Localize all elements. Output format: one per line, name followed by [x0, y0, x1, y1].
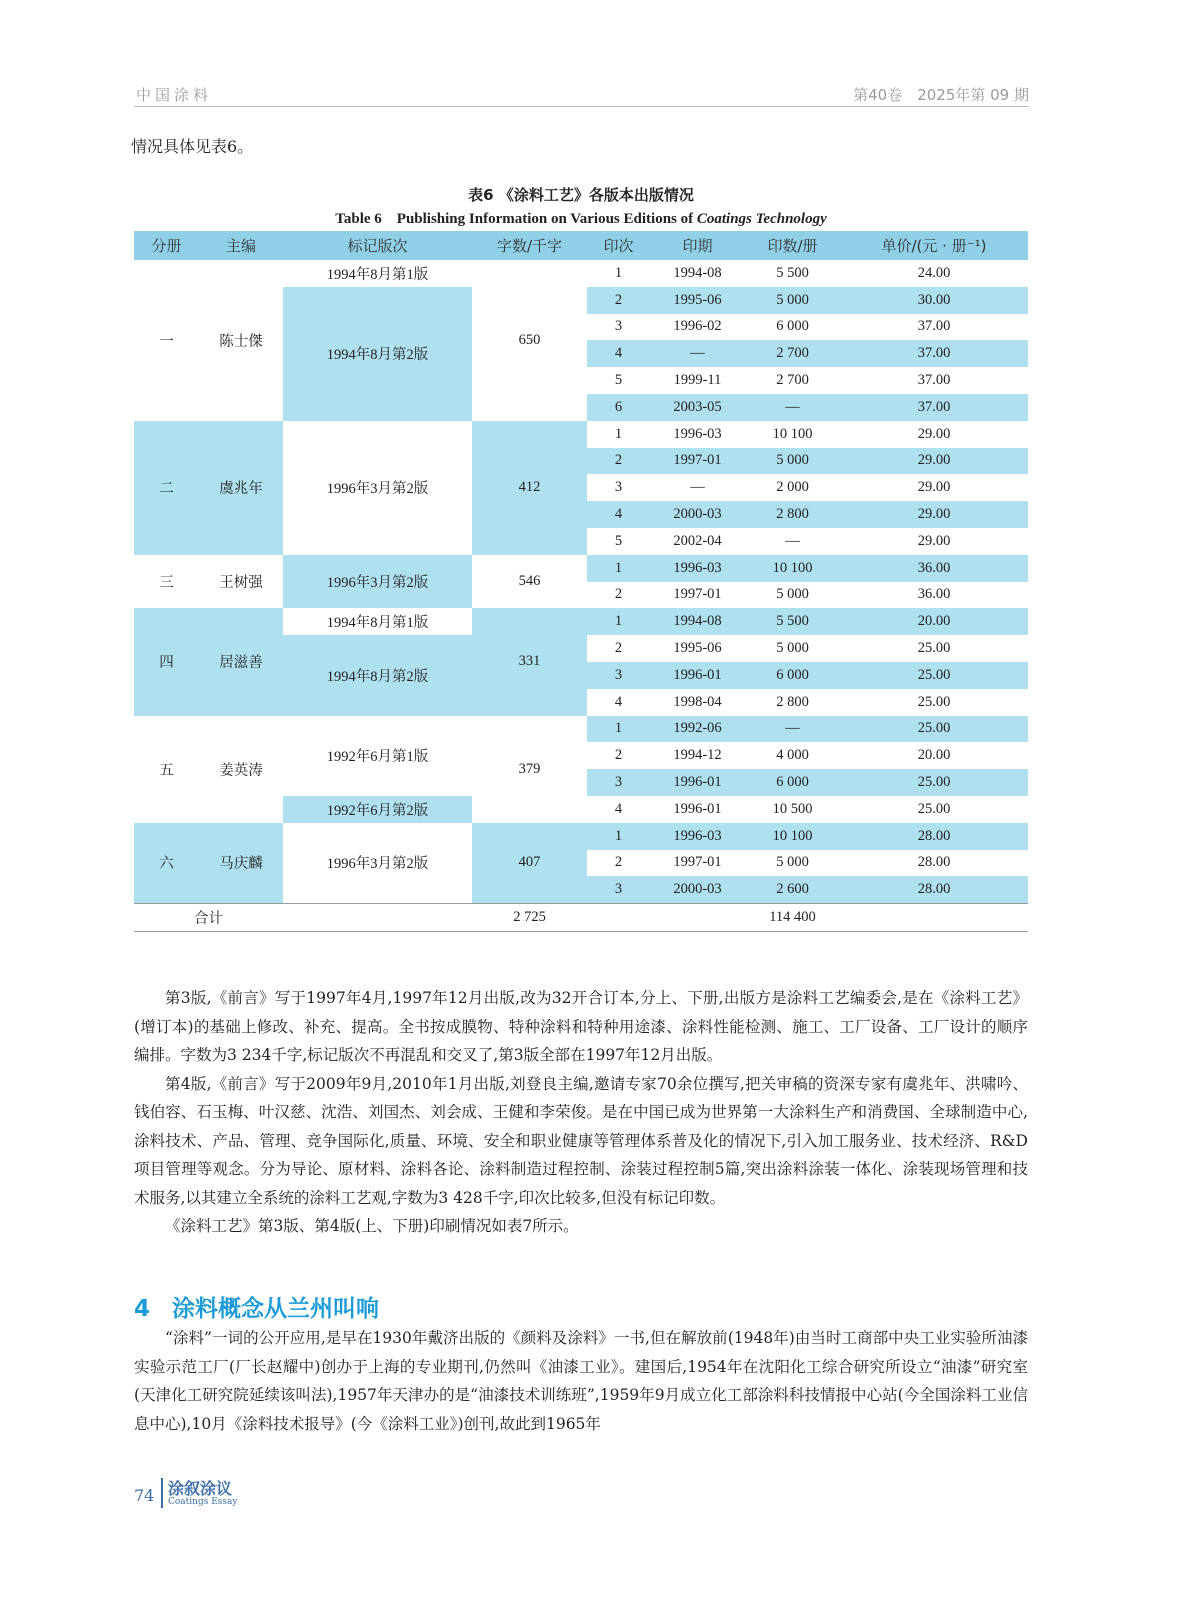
copies-cell: 6 000: [745, 769, 840, 796]
copies-cell: 2 700: [745, 340, 840, 367]
issue-info: 第40卷 2025年第 09 期: [853, 86, 1029, 104]
price-cell: 25.00: [917, 640, 951, 657]
print-date-cell: 1997-01: [673, 854, 722, 871]
print-date-cell: 1994-08: [650, 608, 745, 635]
print-no-cell: 2: [614, 854, 623, 871]
print-no-cell: 3: [587, 876, 650, 903]
body-text-1: [134, 984, 1028, 1241]
price-cell: 20.00: [840, 608, 1028, 635]
volume-cell: 二: [134, 421, 199, 555]
copies-cell: 5 000: [745, 448, 840, 475]
copies-cell: 2 800: [745, 501, 840, 528]
section-heading: [134, 1290, 401, 1323]
copies-cell: 5 500: [776, 264, 809, 281]
print-no-cell: 1: [614, 425, 623, 442]
editor-cell: 马庆麟: [199, 823, 283, 904]
word-count-cell: 650: [518, 331, 541, 348]
print-no-cell: 3: [614, 479, 623, 496]
editor-cell: 陈士傑: [219, 333, 263, 350]
copies-cell: 2 800: [776, 693, 809, 710]
editor-cell: 居滋善: [199, 608, 283, 715]
table-row: [134, 421, 1028, 448]
copies-cell: 5 500: [745, 608, 840, 635]
print-no-cell: 5: [614, 532, 623, 549]
print-no-cell: 2: [587, 287, 650, 314]
word-count-cell: 379: [518, 760, 541, 777]
edition-cell: 1996年3月第2版: [326, 856, 429, 873]
caption-en-prefix: Table 6 Publishing Information on Various Editions of: [335, 211, 697, 227]
print-no-cell: 1: [587, 608, 650, 635]
price-cell: 25.00: [917, 693, 951, 710]
total-row: [134, 904, 1028, 932]
volume-cell: 五: [159, 762, 174, 779]
caption-en-italic: Coatings Technology: [696, 211, 827, 227]
copies-cell: 2 700: [776, 372, 809, 389]
paragraph: 第4版,《前言》写于2009年9月,2010年1月出版,刘登良主编,邀请专家70余位撰写,把关审稿的资深专家有虞兆年、洪啸吟、钱伯容、石玉梅、叶汉慈、沈浩、刘国杰、刘会成、王健和李荣俊。是在中国已成为世界第一大涂料生产和消费国、全球制造中心,涂料技术、产品、管理、竞争国际化,质量、环境、安全和职业健康等管理体系普及化的情况下,引入加工服务业、技术经济、R&D项目管理等观念。分为导论、原材料、涂料各论、涂料制造过程控制、涂装过程控制5篇,突出涂料涂装一体化、涂装现场管理和技术服务,以其建立全系统的涂料工艺观,字数为3 428千字,印次比较多,但没有标记印数。: [134, 1074, 1028, 1207]
journal-name: 中国涂料: [136, 86, 213, 104]
copies-cell: —: [745, 394, 840, 421]
copies-cell: 5 000: [745, 287, 840, 314]
copies-cell: 2 600: [745, 876, 840, 903]
print-date-cell: 1996-03: [650, 823, 745, 850]
print-date-cell: 1992-06: [650, 716, 745, 743]
editor-cell: 王树强: [219, 575, 263, 592]
copies-cell: 10 100: [745, 823, 840, 850]
copies-cell: 2 000: [776, 479, 809, 496]
price-cell: 29.00: [840, 501, 1028, 528]
column-header: 单价/(元 · 册⁻¹): [840, 231, 1028, 260]
price-cell: 28.00: [840, 823, 1028, 850]
total-empty: [840, 904, 1028, 932]
edition-cell: 1996年3月第2版: [326, 481, 429, 498]
edition-cell: 1992年6月第1版: [326, 749, 429, 766]
print-no-cell: 4: [614, 693, 623, 710]
price-cell: 25.00: [840, 662, 1028, 689]
print-date-cell: 1997-01: [650, 448, 745, 475]
price-cell: 36.00: [840, 555, 1028, 582]
column-header: 主编: [199, 231, 283, 260]
column-header: 印数/册: [745, 231, 840, 260]
print-no-cell: 2: [614, 586, 623, 603]
copies-cell: 5 000: [776, 854, 809, 871]
print-date-cell: 1999-11: [673, 372, 722, 389]
print-no-cell: 5: [614, 372, 623, 389]
edition-cell: 1992年6月第2版: [283, 796, 472, 823]
print-no-cell: 4: [587, 501, 650, 528]
paragraph: 《涂料工艺》第3版、第4版(上、下册)印刷情况如表7所示。: [165, 1217, 579, 1235]
print-date-cell: 1996-03: [673, 425, 722, 442]
print-date-cell: 2003-05: [650, 394, 745, 421]
copies-cell: 4 000: [776, 747, 809, 764]
column-header: 印次: [587, 231, 650, 260]
header-divider: [134, 106, 1029, 107]
edition-cell: 1994年8月第1版: [326, 615, 429, 632]
print-date-cell: 1994-12: [673, 747, 722, 764]
print-date-cell: 1996-01: [650, 769, 745, 796]
copies-cell: 5 000: [776, 640, 809, 657]
print-date-cell: 1997-01: [673, 586, 722, 603]
copies-cell: 10 100: [745, 555, 840, 582]
price-cell: 28.00: [840, 876, 1028, 903]
editor-cell: 姜英涛: [219, 762, 263, 779]
column-header: 字数/千字: [472, 231, 587, 260]
page-number: 74: [134, 1486, 155, 1505]
print-date-cell: —: [690, 479, 705, 496]
total-label: 合计: [134, 904, 283, 932]
price-cell: 29.00: [917, 479, 951, 496]
table-row: [134, 608, 1028, 635]
editions-table: [134, 231, 1028, 932]
total-empty: [650, 904, 745, 932]
price-cell: 25.00: [840, 716, 1028, 743]
table-caption-en: [134, 207, 1028, 228]
print-date-cell: 2000-03: [650, 876, 745, 903]
edition-cell: 1994年8月第2版: [283, 287, 472, 421]
print-no-cell: 1: [587, 823, 650, 850]
price-cell: 29.00: [840, 448, 1028, 475]
column-header: 印期: [650, 231, 745, 260]
footer-divider: [161, 1478, 163, 1508]
print-date-cell: 1995-06: [650, 287, 745, 314]
edition-cell: 1994年8月第1版: [326, 266, 429, 283]
price-cell: 20.00: [917, 747, 951, 764]
price-cell: 25.00: [917, 800, 951, 817]
table-header-row: [134, 231, 1028, 260]
price-cell: 30.00: [840, 287, 1028, 314]
print-date-cell: 1996-02: [673, 318, 722, 335]
paragraph: “涂料”一词的公开应用,是早在1930年戴济出版的《颜料及涂料》一书,但在解放前(1948年)由当时工商部中央工业实验所油漆实验示范工厂(厂长赵耀中)创办于上海的专业期刊,仍然叫《油漆工业》。建国后,1954年在沈阳化工综合研究所设立“油漆”研究室(天津化工研究院延续该叫法),1957年天津办的是“油漆技术训练班”,1959年9月成立化工部涂料科技情报中心站(今全国涂料工业信息中心),10月《涂料技术报导》(今《涂料工业》)创刊,故此到1965年: [134, 1329, 1028, 1433]
price-cell: 29.00: [917, 425, 951, 442]
price-cell: 29.00: [917, 532, 951, 549]
print-no-cell: 3: [587, 662, 650, 689]
print-no-cell: 2: [614, 747, 623, 764]
print-no-cell: 4: [614, 800, 623, 817]
word-count-cell: 546: [518, 573, 541, 590]
print-no-cell: 1: [614, 264, 623, 281]
volume-cell: 六: [134, 823, 199, 904]
body-text-2: [134, 1324, 1028, 1438]
section-number: 4: [134, 1296, 151, 1322]
print-date-cell: —: [650, 340, 745, 367]
price-cell: 37.00: [840, 340, 1028, 367]
print-date-cell: 1994-08: [673, 264, 722, 281]
copies-cell: 6 000: [745, 662, 840, 689]
price-cell: 37.00: [917, 318, 951, 335]
paragraph: 第3版,《前言》写于1997年4月,1997年12月出版,改为32开合订本,分上、下册,出版方是涂料工艺编委会,是在《涂料工艺》(增订本)的基础上修改、补充、提高。全书按成膜物、特种涂料和特种用途漆、涂料性能检测、施工、工厂设备、工厂设计的顺序编排。字数为3 234千字,标记版次不再混乱和交叉了,第3版全部在1997年12月出版。: [134, 989, 1028, 1064]
print-date-cell: 1996-01: [673, 800, 722, 817]
column-header: 标记版次: [283, 231, 472, 260]
edition-cell: 1996年3月第2版: [283, 555, 472, 609]
print-date-cell: 1995-06: [673, 640, 722, 657]
volume-cell: 四: [134, 608, 199, 715]
table-body: [134, 260, 1028, 931]
column-header: 分册: [134, 231, 199, 260]
print-no-cell: 4: [587, 340, 650, 367]
print-date-cell: 1996-01: [650, 662, 745, 689]
price-cell: 37.00: [917, 372, 951, 389]
word-count-cell: 331: [472, 608, 587, 715]
table-row: [134, 823, 1028, 850]
copies-cell: 5 000: [776, 586, 809, 603]
column-name-en: Coatings Essay: [168, 1497, 238, 1507]
print-no-cell: 1: [587, 555, 650, 582]
total-empty: [587, 904, 650, 932]
copies-cell: 10 100: [772, 425, 813, 442]
edition-cell: 1994年8月第2版: [283, 635, 472, 715]
editor-cell: 虞兆年: [199, 421, 283, 555]
print-date-cell: 2000-03: [650, 501, 745, 528]
price-cell: 37.00: [840, 394, 1028, 421]
price-cell: 25.00: [840, 769, 1028, 796]
word-count-cell: 412: [472, 421, 587, 555]
copies-cell: 10 500: [772, 800, 813, 817]
copies-cell: —: [785, 532, 800, 549]
table-row: [134, 716, 1028, 743]
word-count-cell: 407: [472, 823, 587, 904]
print-no-cell: 3: [614, 318, 623, 335]
total-words: 2 725: [472, 904, 587, 932]
volume-cell: 三: [159, 575, 174, 592]
total-empty: [283, 904, 472, 932]
price-cell: 24.00: [917, 264, 951, 281]
print-no-cell: 2: [587, 448, 650, 475]
print-date-cell: 1996-03: [650, 555, 745, 582]
column-name-cn: 涂叙涂议: [168, 1479, 233, 1498]
copies-cell: 6 000: [776, 318, 809, 335]
price-cell: 28.00: [917, 854, 951, 871]
total-copies: 114 400: [745, 904, 840, 932]
print-date-cell: 1998-04: [673, 693, 722, 710]
table-row: [134, 555, 1028, 582]
intro-text: 情况具体见表6。: [131, 137, 254, 156]
table-row: [134, 260, 1028, 287]
print-no-cell: 1: [587, 716, 650, 743]
print-no-cell: 2: [614, 640, 623, 657]
volume-cell: 一: [159, 333, 174, 350]
print-date-cell: 2002-04: [673, 532, 722, 549]
print-no-cell: 3: [587, 769, 650, 796]
section-title: 涂料概念从兰州叫响: [172, 1296, 380, 1322]
table-caption-cn: 表6 《涂料工艺》各版本出版情况: [468, 186, 694, 204]
price-cell: 36.00: [917, 586, 951, 603]
copies-cell: —: [745, 716, 840, 743]
print-no-cell: 6: [587, 394, 650, 421]
